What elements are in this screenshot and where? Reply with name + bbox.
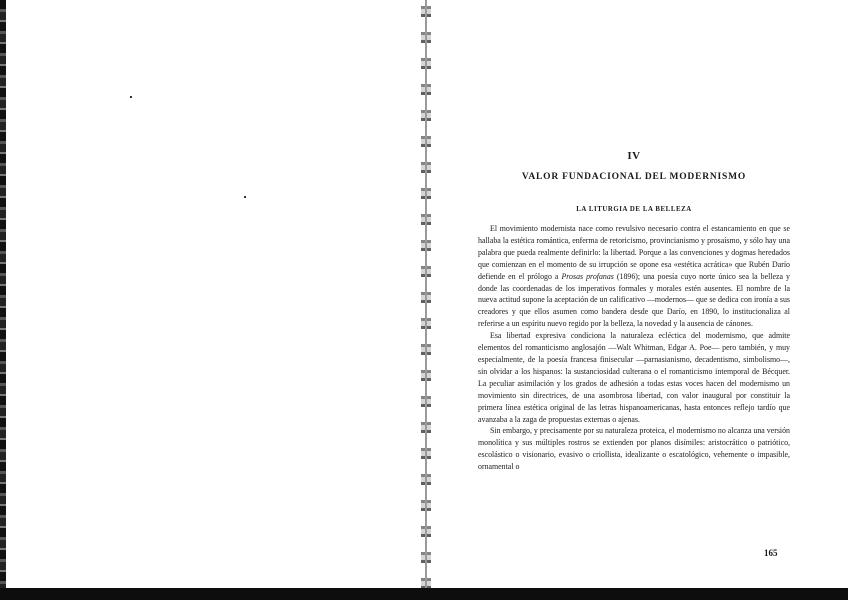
paragraph-1 (478, 223, 790, 330)
scan-speck (244, 196, 246, 198)
gutter-line (425, 0, 427, 600)
paragraph-2-text: Esa libertad expresiva condiciona la naturaleza ecléctica del modernismo, que admite elementos del romanticismo anglosajón —Walt Whitman, Edgar A. Poe— pero también, y muy especialmente, de la poesía francesa finisecular —parnasianismo, decadentismo, simbolismo—, sin olvidar a los hispanos: la sustanciosidad culterana o el romanticismo intemporal de Bécquer. La peculiar asimilación y los grados de adhesión a todas estas voces hacen del modernismo un movimiento sin directrices, de una asombrosa libertad, con valor inaugural por constituir la primera línea estética original de las letras hispanoamericanas, hasta entonces reflejo tardío que avanzaba a la zaga de propuestas externas o ajenas. (478, 331, 790, 424)
book-title-italic: Prosas profanas (561, 271, 614, 281)
book-page (478, 150, 790, 473)
scan-bottom-edge (0, 588, 848, 600)
section-title: LA LITURGIA DE LA BELLEZA (576, 206, 692, 213)
scan-speck (130, 96, 132, 98)
chapter-number: IV (627, 150, 641, 162)
paragraph-1-text-a: El movimiento modernista nace como revulsivo necesario contra el estancamiento en que se hallaba la estética romántica, enferma de retoricismo, provincianismo y prosaísmo, y sólo hay una palabra que pueda realmente definirlo: la libertad. Porque a las convenciones y dogmas heredados que comienzan en el momento de su irrupción se opone esa «estética acrática» que Rubén Darío defiende en el prólogo a (478, 224, 790, 281)
paragraph-3-text: Sin embargo, y precisamente por su naturaleza proteica, el modernismo no alcanza una versión monolítica y sus múltiples rostros se extienden por planos disímiles: aristocrático o patriótico, escolástico o visionario, evasivo o criollista, idealizante o escatológico, vehemente o impasible, ornamental o (478, 426, 790, 472)
paragraph-3 (478, 425, 790, 473)
page-number: 165 (764, 548, 778, 558)
scan-edge-left (0, 0, 6, 600)
paragraph-2 (478, 330, 790, 425)
paragraph-1-text-b: (1896); una poesía cuyo norte único sea la belleza y donde las coordenadas de los imperativos formales y morales estén ausentes. El nombre de la nueva actitud supone la aceptación de un calificativo —modernos— que se dedica con ironía a sus creadores y que ellos asumen como bandera desde que Darío, en 1890, lo institucionaliza al referirse a un espíritu nuevo regido por la belleza, la novedad y la ausencia de cánones. (478, 271, 790, 329)
chapter-title: VALOR FUNDACIONAL DEL MODERNISMO (521, 172, 747, 182)
